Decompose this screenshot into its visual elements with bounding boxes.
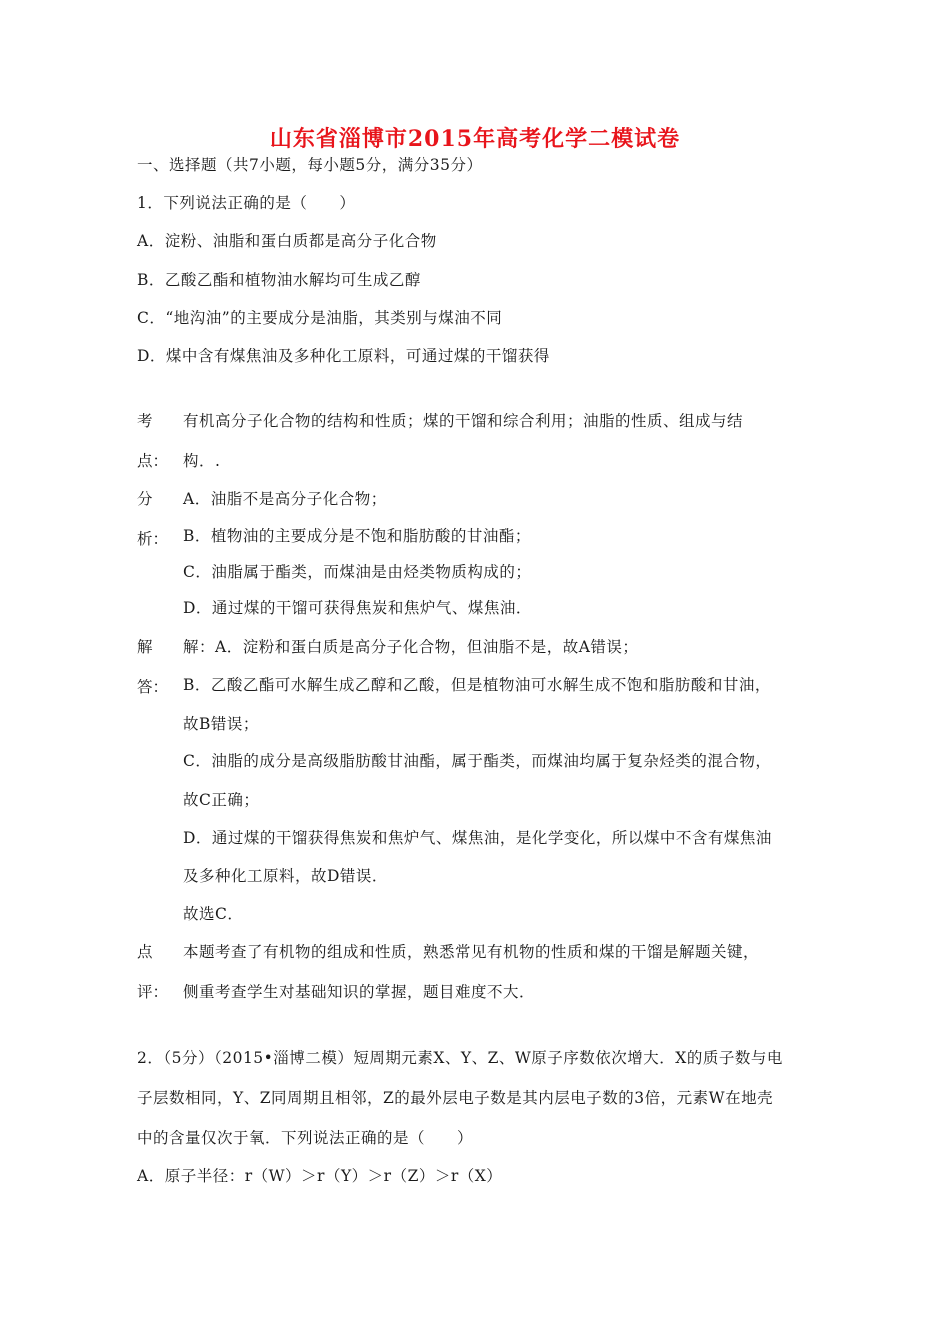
dianping-line: 侧重考查学生对基础知识的掌握，题目难度不大． <box>183 983 536 1001</box>
fenxi-label-1: 分 <box>137 490 153 508</box>
page-title: 山东省淄博市2015年高考化学二模试卷 <box>269 126 681 152</box>
fenxi-label-2: 析： <box>137 530 169 548</box>
jieda-line: 故选C． <box>183 905 244 923</box>
question-2-option-a: A．原子半径：r（W）＞r（Y）＞r（Z）＞r（X） <box>137 1167 503 1185</box>
jieda-line: D．通过煤的干馏获得焦炭和焦炉气、煤焦油，是化学变化，所以煤中不含有煤焦油 <box>183 829 772 847</box>
kaodian-line: 构．. <box>183 452 221 470</box>
dianping-label-1: 点 <box>137 943 153 961</box>
kaodian-label-2: 点： <box>137 452 169 470</box>
fenxi-line: C．油脂属于酯类，而煤油是由烃类物质构成的； <box>183 563 532 581</box>
question-1-option-b: B．乙酸乙酯和植物油水解均可生成乙醇 <box>137 271 421 289</box>
jieda-line: 故C正确； <box>183 791 260 809</box>
jieda-line: B．乙酸乙酯可水解生成乙醇和乙酸，但是植物油可水解生成不饱和脂肪酸和甘油， <box>183 676 771 694</box>
question-1-stem: 1．下列说法正确的是（ ） <box>137 194 356 212</box>
jieda-line: C．油脂的成分是高级脂肪酸甘油酯，属于酯类，而煤油均属于复杂烃类的混合物， <box>183 752 772 770</box>
question-2-line: 子层数相同，Y、Z同周期且相邻，Z的最外层电子数是其内层电子数的3倍，元素W在地壳 <box>137 1089 774 1107</box>
kaodian-label-1: 考 <box>137 412 153 430</box>
dianping-label-2: 评： <box>137 983 169 1001</box>
question-1-option-a: A．淀粉、油脂和蛋白质都是高分子化合物 <box>137 232 437 250</box>
fenxi-line: A．油脂不是高分子化合物； <box>183 490 387 508</box>
jieda-label-2: 答： <box>137 678 169 696</box>
fenxi-line: B．植物油的主要成分是不饱和脂肪酸的甘油酯； <box>183 527 531 545</box>
question-1-option-c: C．“地沟油”的主要成分是油脂，其类别与煤油不同 <box>137 309 503 327</box>
kaodian-line: 有机高分子化合物的结构和性质；煤的干馏和综合利用；油脂的性质、组成与结 <box>183 412 744 430</box>
jieda-label-1: 解 <box>137 638 153 656</box>
section-header: 一、选择题（共7小题，每小题5分，满分35分） <box>137 156 483 174</box>
jieda-line: 故B错误； <box>183 715 259 733</box>
dianping-line: 本题考查了有机物的组成和性质，熟悉常见有机物的性质和煤的干馏是解题关键， <box>183 943 760 961</box>
jieda-line: 解：A．淀粉和蛋白质是高分子化合物，但油脂不是，故A错误； <box>183 638 639 656</box>
question-2-line: 中的含量仅次于氧．下列说法正确的是（ ） <box>137 1129 474 1147</box>
question-2-line: 2．（5分）（2015•淄博二模）短周期元素X、Y、Z、W原子序数依次增大．X的质子数与电 <box>137 1049 783 1067</box>
jieda-line: 及多种化工原料，故D错误． <box>183 867 388 885</box>
fenxi-line: D．通过煤的干馏可获得焦炭和焦炉气、煤焦油． <box>183 599 532 617</box>
question-1-option-d: D．煤中含有煤焦油及多种化工原料，可通过煤的干馏获得 <box>137 347 550 365</box>
